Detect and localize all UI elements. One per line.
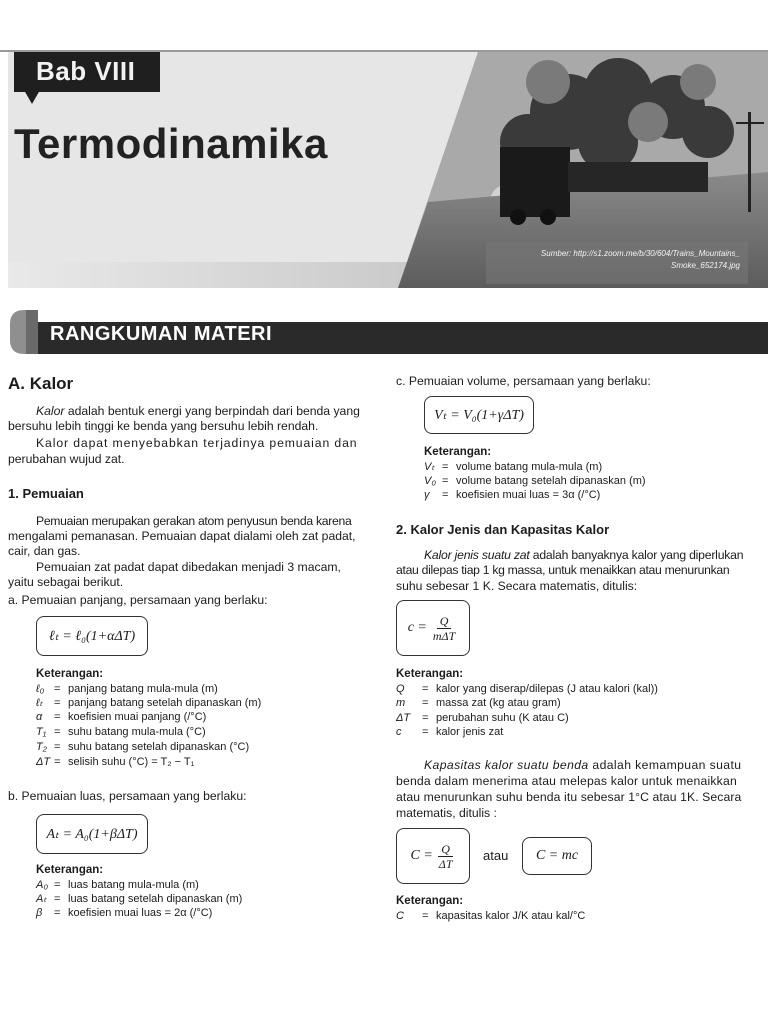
- kapasitas-line-3: atau menurunkan suhu benda itu sebesar 1°C atau 1K. Secara: [396, 790, 742, 804]
- ket-kj-row: m = massa zat (kg atau gram): [396, 697, 561, 709]
- ket-a-row: T₁ = suhu batang mula-mula (°C): [36, 726, 206, 738]
- ket-c-sym: Vₜ: [424, 461, 435, 473]
- intro-line-2: bersuhu lebih tinggi ke benda yang bersuhu lebih rendah.: [8, 419, 319, 433]
- ket-b-sym: β: [36, 907, 43, 919]
- ket-a-row: ΔT = selisih suhu (°C) = T₂ − T₁: [36, 756, 195, 768]
- ket-a-title: Keterangan:: [36, 668, 104, 680]
- ket-a-sym: T₂: [36, 741, 47, 753]
- ket-a-row: ℓₜ = panjang batang setelah dipanaskan (m): [36, 697, 262, 709]
- kalor-jenis-line-3: suhu sebesar 1 K. Secara matematis, ditulis:: [396, 579, 638, 593]
- chapter-number: Bab VIII: [36, 56, 136, 86]
- ket-b-desc: luas batang mula-mula (m): [68, 879, 199, 891]
- ket-a-row: ℓ₀ = panjang batang mula-mula (m): [36, 683, 218, 695]
- kapasitas-line-1: [424, 758, 741, 773]
- ket-a-row: α = koefisien muai panjang (/°C): [36, 711, 207, 723]
- formula-specific-heat: [396, 600, 470, 656]
- ket-a-desc: panjang batang mula-mula (m): [68, 683, 218, 695]
- ket-a-sym: ℓₜ: [36, 697, 43, 709]
- formula-kk-numerator: Q: [438, 842, 453, 857]
- ket-a-row: T₂ = suhu batang setelah dipanaskan (°C): [36, 741, 250, 753]
- ket-a-sym: α: [36, 711, 43, 723]
- chapter-title: Termodinamika: [14, 120, 328, 167]
- ket-kj-row: ΔT = perubahan suhu (K atau C): [396, 712, 569, 724]
- ket-kj-sym: m: [396, 697, 406, 709]
- term-kapasitas-kalor: Kapasitas kalor suatu benda: [424, 758, 589, 772]
- formula-heat-capacity-alt: C = mc: [522, 837, 592, 875]
- ket-kj-desc: kalor jenis zat: [436, 726, 504, 738]
- formula-kj-fraction: [430, 614, 458, 643]
- formula-heat-capacity: [396, 828, 470, 884]
- chapter-tag-tail: [24, 90, 40, 104]
- ket-b-desc: luas batang setelah dipanaskan (m): [68, 893, 243, 905]
- intro-line-3: Kalor dapat menyebabkan terjadinya pemuaian dan: [36, 436, 358, 450]
- ket-a-desc: selisih suhu (°C) = T₂ − T₁: [68, 756, 195, 768]
- intro-line-1-text: adalah bentuk energi yang berpindah dari benda yang: [64, 404, 360, 418]
- intro-line-4: perubahan wujud zat.: [8, 452, 125, 466]
- ket-b-desc: koefisien muai luas = 2α (/°C): [68, 907, 213, 919]
- ket-c-row: γ = koefisien muai luas = 3α (/°C): [424, 489, 601, 501]
- pemuaian-line-2: mengalami pemanasan. Pemuaian dapat dialami oleh zat padat,: [8, 529, 356, 543]
- ket-c-row: Vₜ = volume batang mula-mula (m): [424, 461, 603, 473]
- ket-kj-row: Q = kalor yang diserap/dilepas (J atau kalori (kal)): [396, 683, 658, 695]
- ket-a-sym: ΔT: [36, 756, 51, 768]
- formula-volume-expansion: Vₜ = V₀(1+γΔT): [424, 396, 534, 434]
- ket-kj-desc: perubahan suhu (K atau C): [436, 712, 569, 724]
- formula-area-expansion: Aₜ = A₀(1+βΔT): [36, 814, 148, 854]
- ket-kj-sym: ΔT: [396, 712, 411, 724]
- ket-kj-title: Keterangan:: [396, 668, 464, 680]
- ket-b-sym: A₀: [36, 879, 48, 891]
- term-kalor: Kalor: [36, 404, 65, 418]
- ket-a-sym: T₁: [36, 726, 47, 738]
- formula-kj-lhs: c =: [407, 620, 427, 635]
- ket-c-desc: koefisien muai luas = 3α (/°C): [456, 489, 601, 501]
- pemuaian-line-3: cair, dan gas.: [8, 544, 81, 558]
- subsection-2-heading: 2. Kalor Jenis dan Kapasitas Kalor: [396, 522, 610, 537]
- ket-kj-desc: kalor yang diserap/dilepas (J atau kalori (kal)): [436, 683, 658, 695]
- ket-c-desc: volume batang mula-mula (m): [456, 461, 603, 473]
- formula-kk-denominator: ΔT: [438, 856, 453, 871]
- ket-c-title: Keterangan:: [424, 446, 492, 458]
- ket-c-row: V₀ = volume batang setelah dipanaskan (m): [424, 475, 646, 487]
- kapasitas-line-2: benda dalam menerima atau melepas kalor untuk menaikkan: [396, 774, 737, 788]
- kapasitas-line-4: matematis, ditulis :: [396, 806, 497, 820]
- formula-linear-expansion: ℓₜ = ℓ₀(1+αΔT): [36, 616, 148, 656]
- formula-kk-fraction: [436, 842, 456, 871]
- ket-a-desc: panjang batang setelah dipanaskan (m): [68, 697, 262, 709]
- pemuaian-line-1: Pemuaian merupakan gerakan atom penyusun benda karena: [36, 514, 352, 528]
- formula-kj-numerator: Q: [437, 614, 452, 629]
- photo-source: [486, 242, 748, 284]
- ket-kk-row: C = kapasitas kalor J/K atau kal/°C: [396, 910, 586, 922]
- ket-c-desc: volume batang setelah dipanaskan (m): [456, 475, 646, 487]
- ket-b-row: Aₜ = luas batang setelah dipanaskan (m): [36, 893, 243, 905]
- kalor-jenis-line-1-text: adalah banyaknya kalor yang diperlukan: [529, 548, 744, 562]
- ket-kk-title: Keterangan:: [396, 895, 464, 907]
- pemuaian-line-4: Pemuaian zat padat dapat dibedakan menjadi 3 macam,: [36, 560, 341, 574]
- summary-title: RANGKUMAN MATERI: [50, 323, 273, 345]
- item-a-text: a. Pemuaian panjang, persamaan yang berlaku:: [8, 593, 268, 607]
- pemuaian-line-5: yaitu sebagai berikut.: [8, 575, 124, 589]
- ket-b-sym: Aₜ: [36, 893, 47, 905]
- item-b-text: b. Pemuaian luas, persamaan yang berlaku:: [8, 789, 247, 803]
- photo-source-line1: Sumber: http://s1.zoom.me/b/30/604/Trains_Mountains_: [540, 249, 740, 258]
- ket-c-sym: γ: [424, 489, 430, 501]
- formula-kk-lhs: C =: [410, 848, 433, 863]
- ket-kk-sym: C: [396, 910, 404, 922]
- ket-b-row: A₀ = luas batang mula-mula (m): [36, 879, 199, 891]
- item-c-text: c. Pemuaian volume, persamaan yang berlaku:: [396, 374, 651, 388]
- intro-line-1: [36, 404, 360, 419]
- ket-a-desc: suhu batang mula-mula (°C): [68, 726, 206, 738]
- subsection-1-heading: 1. Pemuaian: [8, 486, 84, 501]
- ket-kj-sym: c: [396, 726, 402, 738]
- atau-text: atau: [483, 848, 509, 863]
- ket-b-title: Keterangan:: [36, 864, 104, 876]
- ket-c-sym: V₀: [424, 475, 436, 487]
- ket-a-desc: suhu batang setelah dipanaskan (°C): [68, 741, 250, 753]
- kalor-jenis-line-1: [424, 548, 743, 563]
- kapasitas-line-1-text: adalah kemampuan suatu: [588, 758, 742, 772]
- kalor-jenis-line-2: atau dilepas tiap 1 kg massa, untuk menaikkan atau menurunkan: [396, 563, 730, 577]
- section-a-heading: A. Kalor: [8, 374, 74, 393]
- ket-kk-desc: kapasitas kalor J/K atau kal/°C: [436, 910, 586, 922]
- ket-b-row: β = koefisien muai luas = 2α (/°C): [36, 907, 213, 919]
- ket-kj-desc: massa zat (kg atau gram): [436, 697, 561, 709]
- term-kalor-jenis: Kalor jenis suatu zat: [424, 548, 530, 562]
- photo-source-line2: Smoke_652174.jpg: [671, 261, 740, 270]
- ket-a-desc: koefisien muai panjang (/°C): [68, 711, 207, 723]
- ket-kj-row: c = kalor jenis zat: [396, 726, 504, 738]
- ket-kj-sym: Q: [396, 683, 405, 695]
- formula-kj-denominator: mΔT: [432, 628, 456, 643]
- ket-a-sym: ℓ₀: [36, 683, 45, 695]
